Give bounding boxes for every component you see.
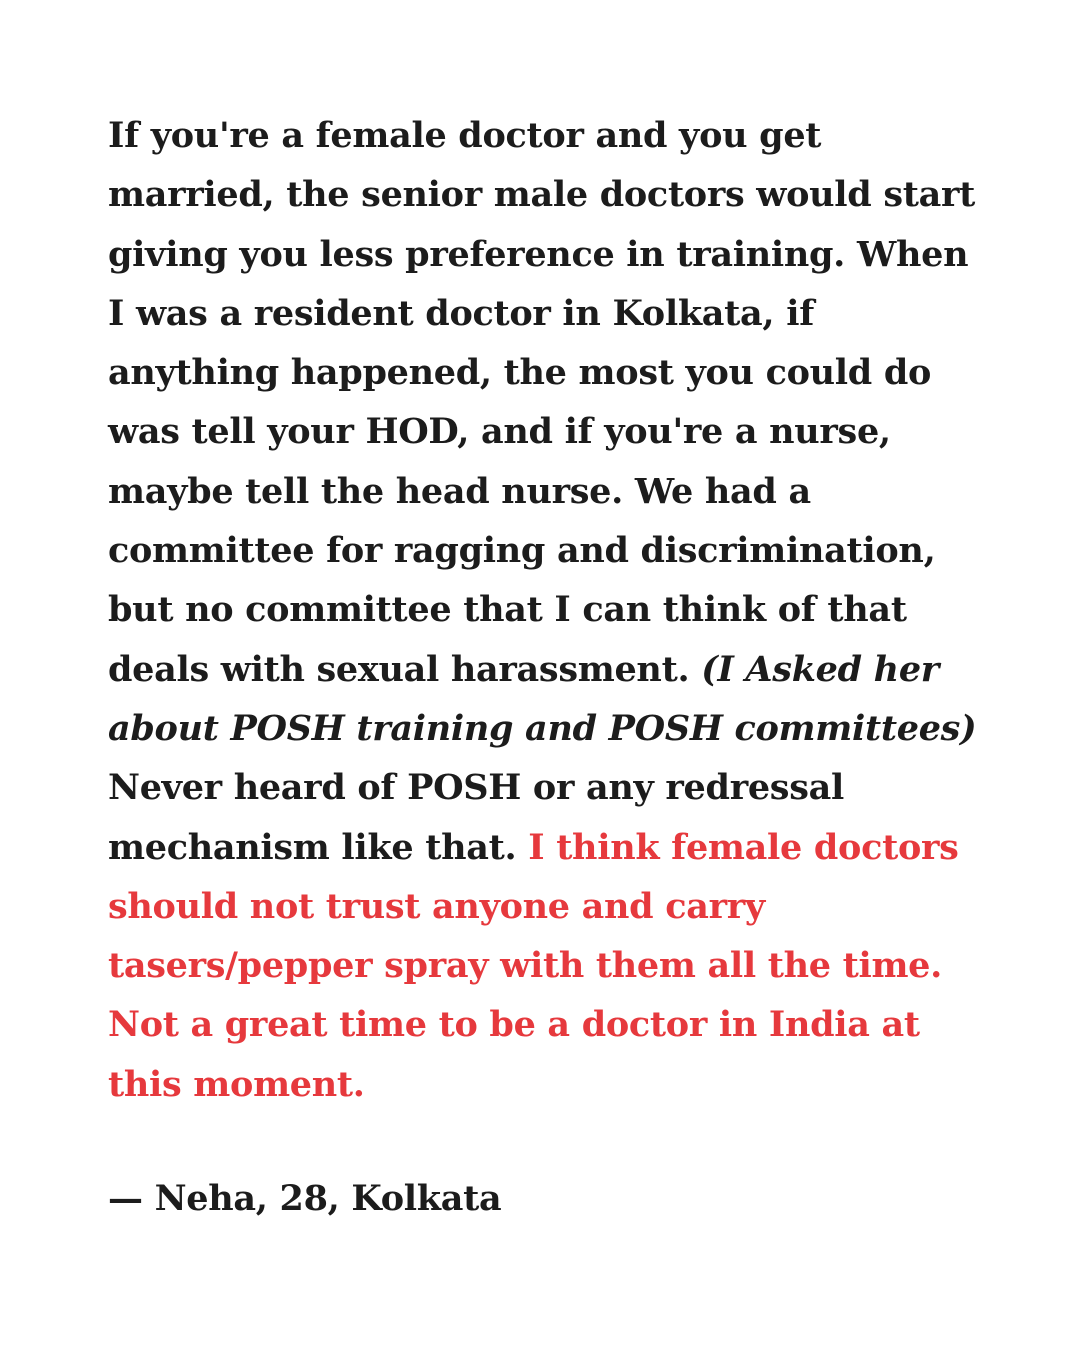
interviewer-aside: (I Asked her about POSH training and POSH committees) [108, 648, 977, 749]
quote-main-text: If you're a female doctor and you get married, the senior male doctors would start giving you less preference in training. When I was a resident doctor in Kolkata, if anything happened, the most you could do was tell your HOD, and if you're a nurse, maybe tell the head nurse. We had a committee for ragging and discrimination, but no committee that I can think of that deals with sexual harassment. [108, 115, 976, 690]
quote-highlight: I think female doctors should not trust anyone and carry tasers/pepper spray with them all the time. Not a great time to be a doctor in India at this moment. [108, 826, 959, 1105]
quote-attribution: — Neha, 28, Kolkata [108, 1178, 502, 1219]
quote-text [108, 106, 988, 1114]
quote-continuation: Never heard of POSH or any redressal mechanism like that. [108, 767, 844, 868]
